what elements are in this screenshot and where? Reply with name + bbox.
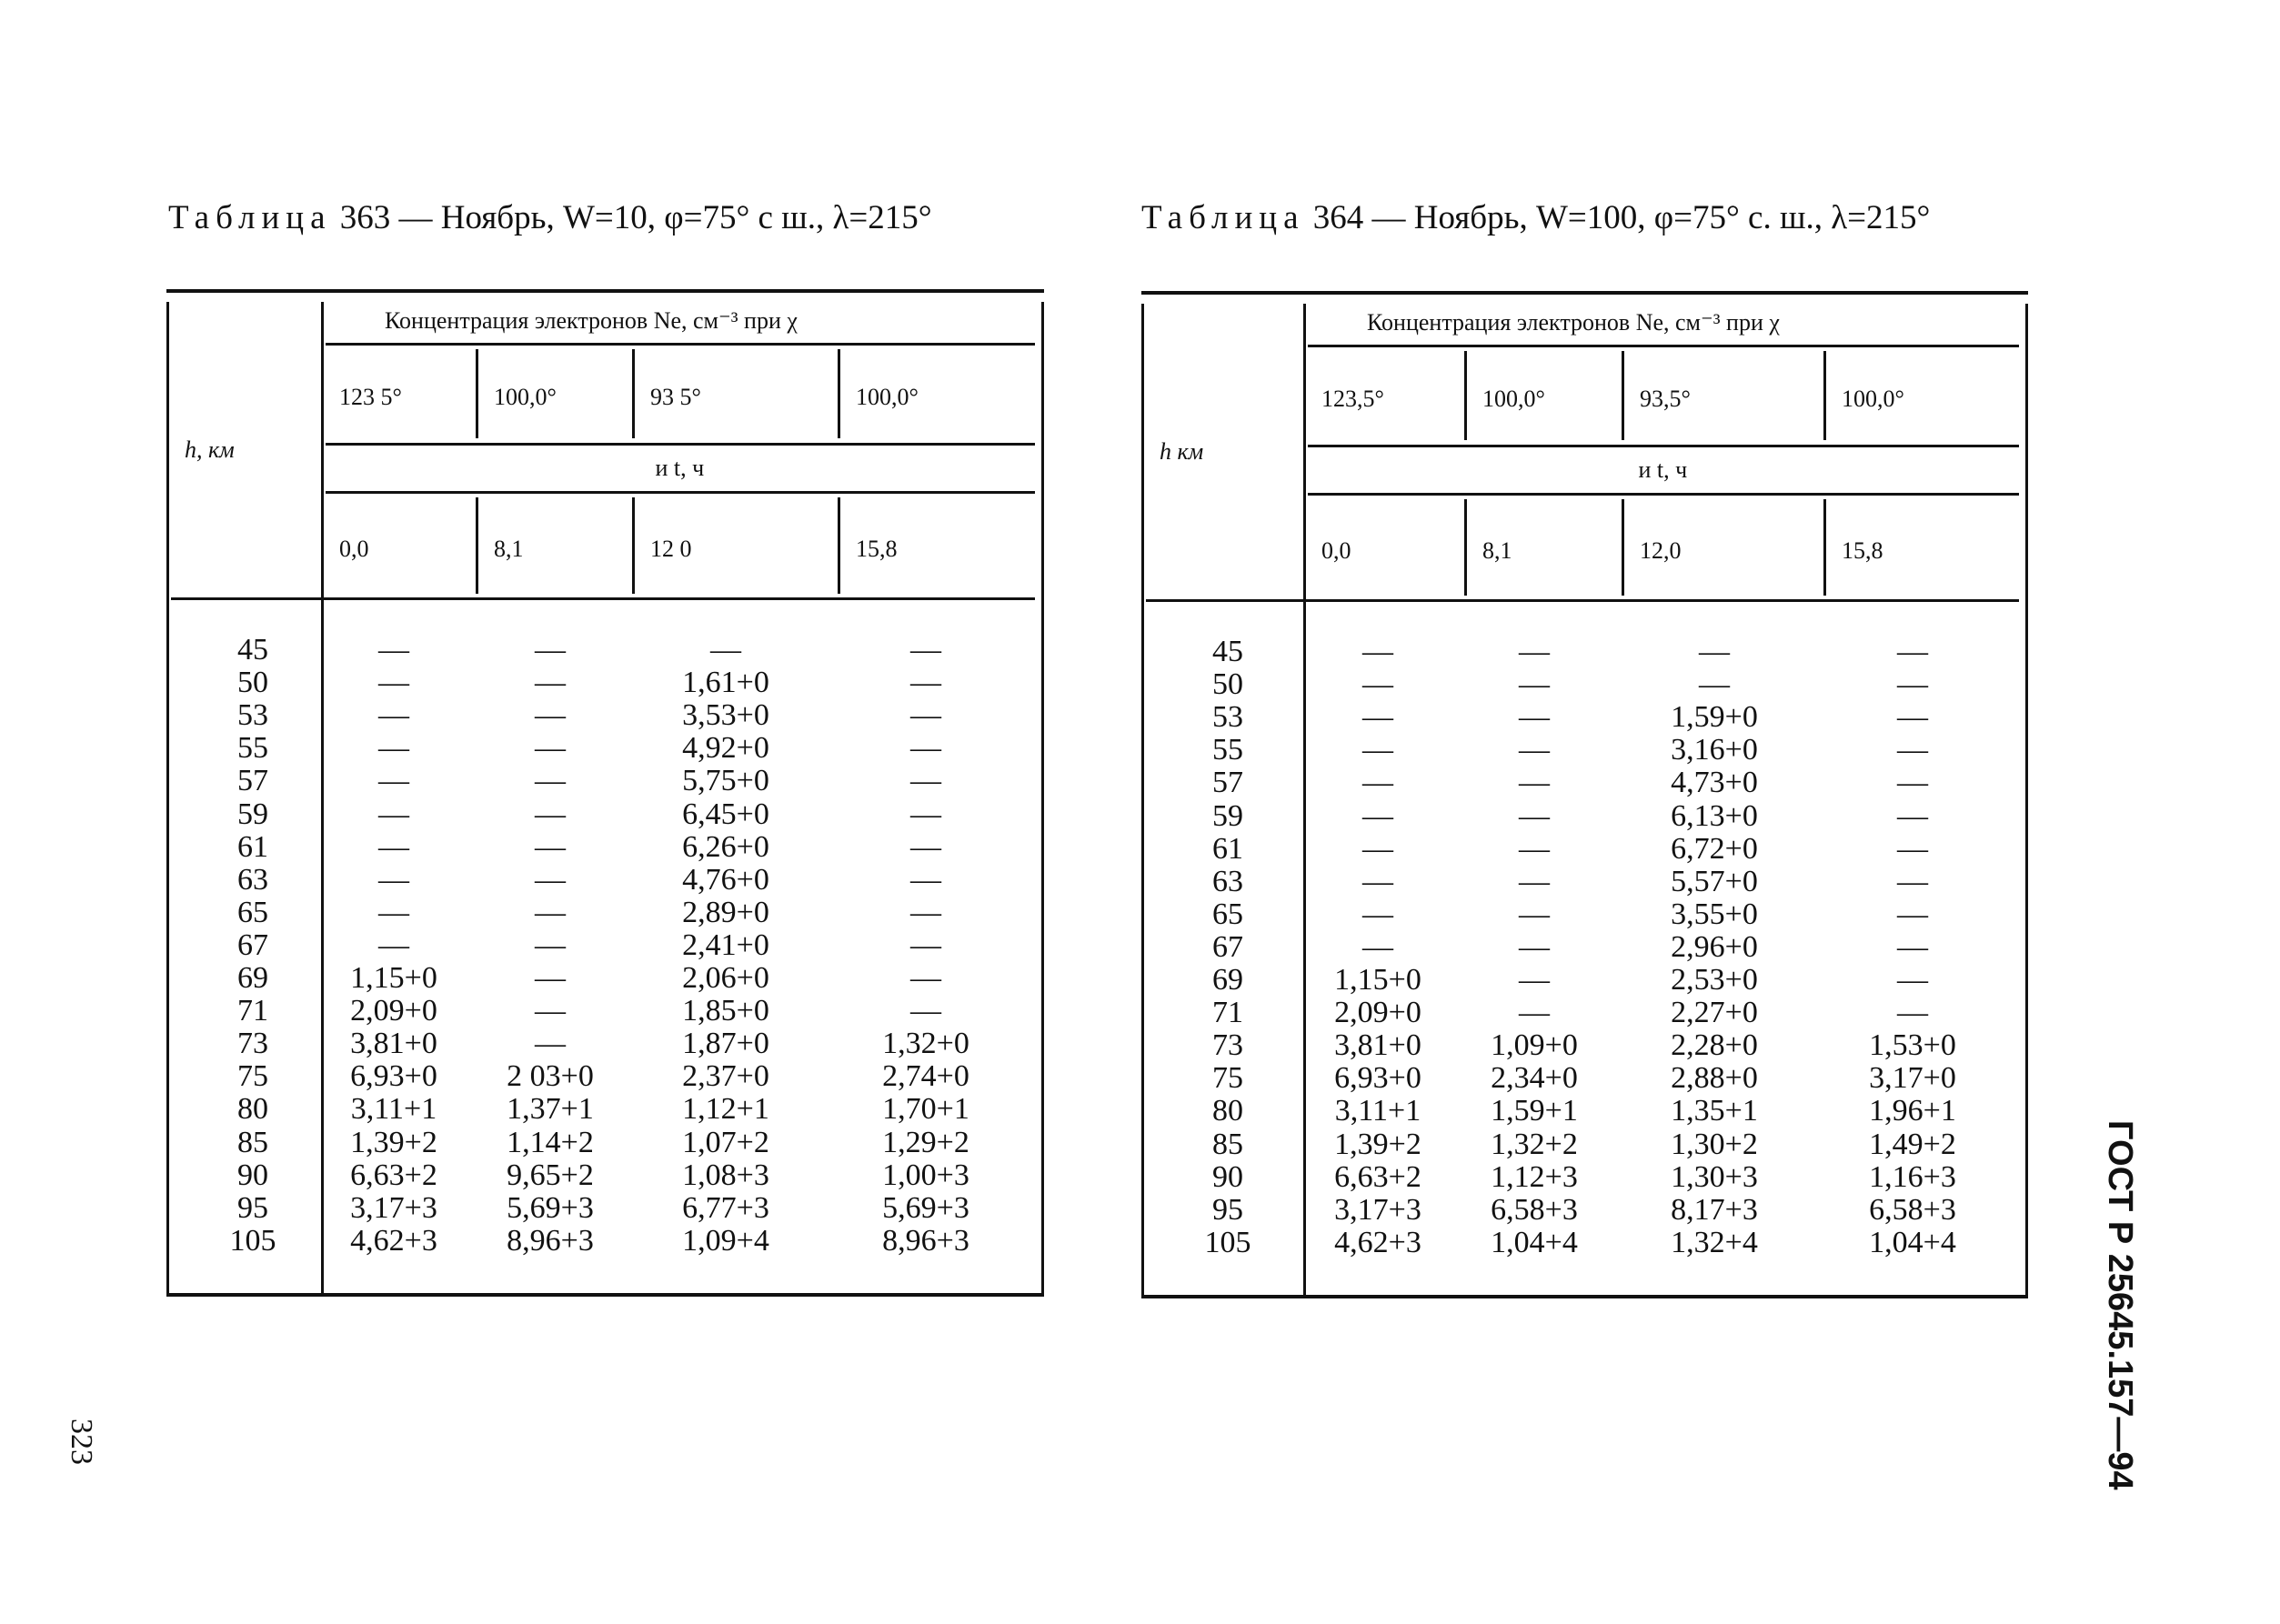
table-cell: —	[910, 994, 941, 1028]
column-divider	[1464, 499, 1467, 596]
table-cell: 1,32+4	[1671, 1225, 1758, 1259]
table-cell: 1,39+2	[350, 1125, 437, 1159]
table-cell: —	[1897, 667, 1928, 702]
table-cell: —	[1362, 864, 1393, 898]
table-cell: —	[1897, 700, 1928, 735]
table-cell: —	[1519, 635, 1550, 668]
column-divider	[632, 497, 635, 594]
table-cell: 1,85+0	[682, 994, 769, 1028]
height-value: 85	[1212, 1127, 1243, 1161]
header-bottom-rule	[1146, 599, 2019, 602]
table-cell: 1,09+4	[682, 1223, 769, 1258]
chi-value: 100,0°	[1842, 386, 1904, 412]
table-cell: —	[1699, 635, 1730, 668]
height-value: 73	[237, 1027, 268, 1061]
table-cell: 3,17+3	[1334, 1192, 1421, 1227]
column-divider	[632, 349, 635, 438]
table-cell: —	[910, 633, 941, 667]
height-value: 55	[1212, 733, 1243, 767]
table-cell: 1,49+2	[1869, 1127, 1956, 1161]
table-363	[166, 289, 1044, 1297]
chi-value: 100,0°	[494, 384, 557, 410]
table-cell: —	[710, 633, 741, 667]
height-value: 45	[1212, 635, 1243, 668]
t-value: 0,0	[339, 536, 369, 562]
table-cell: 8,96+3	[507, 1223, 594, 1258]
height-value: 90	[237, 1158, 268, 1192]
t-value: 8,1	[494, 536, 524, 562]
table-cell: —	[378, 731, 409, 766]
table-cell: —	[1362, 766, 1393, 800]
table-cell: —	[535, 797, 566, 831]
table-cell: —	[910, 698, 941, 733]
column-divider	[838, 349, 840, 438]
table-cell: —	[1897, 766, 1928, 800]
height-value: 73	[1212, 1028, 1243, 1063]
height-value: 53	[237, 698, 268, 733]
table-cell: —	[378, 666, 409, 700]
table-cell: —	[535, 862, 566, 897]
table-cell: —	[1362, 667, 1393, 702]
table-cell: —	[1897, 996, 1928, 1030]
height-value: 67	[237, 927, 268, 962]
table-cell: —	[1519, 996, 1550, 1030]
table-cell: 6,26+0	[682, 829, 769, 864]
height-value: 71	[237, 994, 268, 1028]
table-cell: 5,57+0	[1671, 864, 1758, 898]
table-cell: —	[535, 927, 566, 962]
table-cell: —	[1897, 798, 1928, 833]
table-cell: —	[1897, 733, 1928, 767]
table-cell: —	[910, 961, 941, 995]
table-cell: —	[1519, 766, 1550, 800]
height-value: 75	[1212, 1061, 1243, 1096]
table-cell: 1,15+0	[1334, 963, 1421, 997]
table-cell: 1,08+3	[682, 1158, 769, 1192]
table-cell: 1,04+4	[1869, 1225, 1956, 1259]
t-value: 12,0	[1640, 537, 1682, 564]
table-cell: 3,17+3	[350, 1190, 437, 1225]
table-cell: 2,34+0	[1491, 1061, 1578, 1096]
table-cell: 4,92+0	[682, 731, 769, 766]
height-value: 75	[237, 1059, 268, 1094]
table-cell: —	[1699, 667, 1730, 702]
table-cell: 1,30+2	[1671, 1127, 1758, 1161]
header-bottom-rule	[171, 597, 1035, 600]
table-cell: 6,13+0	[1671, 798, 1758, 833]
table-cell: —	[378, 895, 409, 929]
table-cell: 5,75+0	[682, 764, 769, 798]
table-cell: 6,45+0	[682, 797, 769, 831]
table-cell: 1,32+2	[1491, 1127, 1578, 1161]
table-cell: —	[910, 731, 941, 766]
table-cell: 6,93+0	[1334, 1061, 1421, 1096]
table-cell: 1,39+2	[1334, 1127, 1421, 1161]
table-cell: 2,74+0	[882, 1059, 969, 1094]
table-cell: —	[378, 829, 409, 864]
table-cell: 3,16+0	[1671, 733, 1758, 767]
column-divider	[1622, 499, 1624, 596]
table-cell: 8,17+3	[1671, 1192, 1758, 1227]
column-divider	[1823, 351, 1826, 440]
table-cell: 1,53+0	[1869, 1028, 1956, 1063]
table-cell: 3,81+0	[350, 1027, 437, 1061]
height-value: 59	[237, 797, 268, 831]
table-cell: —	[535, 994, 566, 1028]
height-value: 45	[237, 633, 268, 667]
table-cell: 2,06+0	[682, 961, 769, 995]
table-cell: 2,37+0	[682, 1059, 769, 1094]
table-cell: —	[1519, 733, 1550, 767]
height-value: 69	[237, 961, 268, 995]
table-cell: —	[535, 829, 566, 864]
header-concentration: Концентрация электронов Ne, см⁻³ при χ	[385, 307, 798, 334]
table-cell: —	[1362, 798, 1393, 833]
table-cell: 3,11+1	[350, 1092, 437, 1127]
table-cell: 3,53+0	[682, 698, 769, 733]
table-cell: 9,65+2	[507, 1158, 594, 1192]
height-value: 57	[237, 764, 268, 798]
height-value: 80	[237, 1092, 268, 1127]
t-value: 8,1	[1482, 537, 1512, 564]
table-cell: 1,15+0	[350, 961, 437, 995]
table-border-right	[1041, 302, 1044, 1293]
header-rule	[1308, 445, 2019, 447]
table-cell: —	[910, 895, 941, 929]
table-cell: 3,17+0	[1869, 1061, 1956, 1096]
t-value: 15,8	[856, 536, 898, 562]
table-border-left	[1141, 304, 1144, 1295]
table-cell: 1,37+1	[507, 1092, 594, 1127]
table-cell: —	[910, 764, 941, 798]
row-header-height: h, км	[185, 436, 235, 463]
table-cell: —	[535, 764, 566, 798]
table-cell: 2,09+0	[350, 994, 437, 1028]
table-cell: —	[1362, 929, 1393, 964]
table-cell: 1,87+0	[682, 1027, 769, 1061]
table-cell: —	[378, 927, 409, 962]
table-cell: —	[1362, 635, 1393, 668]
table-cell: 4,76+0	[682, 862, 769, 897]
table-363-caption	[168, 198, 1041, 237]
table-cell: —	[910, 829, 941, 864]
header-rule	[326, 491, 1035, 494]
table-cell: 2,09+0	[1334, 996, 1421, 1030]
header-rule	[326, 443, 1035, 446]
table-cell: —	[1897, 635, 1928, 668]
table-cell: 1,12+3	[1491, 1159, 1578, 1194]
table-cell: —	[1519, 798, 1550, 833]
chi-value: 93 5°	[650, 384, 701, 410]
height-value: 55	[237, 731, 268, 766]
height-value: 61	[1212, 831, 1243, 866]
table-cell: —	[1362, 733, 1393, 767]
table-cell: —	[910, 927, 941, 962]
caption-text: 363 — Ноябрь, W=10, φ=75° с ш., λ=215°	[331, 199, 932, 236]
chi-value: 100,0°	[856, 384, 919, 410]
table-cell: 2 03+0	[507, 1059, 594, 1094]
table-cell: 6,93+0	[350, 1059, 437, 1094]
table-cell: 3,11+1	[1334, 1094, 1421, 1128]
height-value: 67	[1212, 929, 1243, 964]
table-cell: 1,14+2	[507, 1125, 594, 1159]
height-value: 63	[237, 862, 268, 897]
table-cell: 4,73+0	[1671, 766, 1758, 800]
chi-value: 123 5°	[339, 384, 402, 410]
height-value: 61	[237, 829, 268, 864]
header-rule	[1308, 493, 2019, 496]
table-cell: 1,35+1	[1671, 1094, 1758, 1128]
table-cell: —	[378, 797, 409, 831]
header-concentration: Концентрация электронов Ne, см⁻³ при χ	[1367, 309, 1780, 336]
header-rule	[1308, 345, 2019, 347]
table-cell: 1,59+1	[1491, 1094, 1578, 1128]
table-cell: —	[378, 764, 409, 798]
height-value: 57	[1212, 766, 1243, 800]
height-value: 63	[1212, 864, 1243, 898]
table-cell: 1,59+0	[1671, 700, 1758, 735]
table-cell: 1,29+2	[882, 1125, 969, 1159]
table-cell: 6,63+2	[350, 1158, 437, 1192]
height-value: 90	[1212, 1159, 1243, 1194]
table-364-caption	[1141, 198, 2033, 237]
table-cell: 2,27+0	[1671, 996, 1758, 1030]
table-cell: —	[1519, 667, 1550, 702]
height-value: 85	[237, 1125, 268, 1159]
table-cell: 6,58+3	[1869, 1192, 1956, 1227]
table-cell: 6,58+3	[1491, 1192, 1578, 1227]
chi-value: 123,5°	[1321, 386, 1384, 412]
height-value: 95	[237, 1190, 268, 1225]
header-time: и t, ч	[1638, 456, 1688, 483]
table-cell: 1,09+0	[1491, 1028, 1578, 1063]
table-cell: —	[1897, 864, 1928, 898]
table-cell: —	[535, 895, 566, 929]
chi-value: 100,0°	[1482, 386, 1545, 412]
t-value: 12 0	[650, 536, 692, 562]
caption-lead: Таблица	[1141, 199, 1305, 236]
table-cell: —	[1519, 700, 1550, 735]
column-divider	[476, 497, 478, 594]
column-divider	[1823, 499, 1826, 596]
table-cell: 1,30+3	[1671, 1159, 1758, 1194]
table-cell: —	[1362, 897, 1393, 931]
table-cell: 2,41+0	[682, 927, 769, 962]
height-value: 65	[237, 895, 268, 929]
height-value: 95	[1212, 1192, 1243, 1227]
table-cell: 1,16+3	[1869, 1159, 1956, 1194]
height-value: 53	[1212, 700, 1243, 735]
table-cell: —	[1897, 929, 1928, 964]
table-cell: —	[1519, 897, 1550, 931]
height-value: 50	[1212, 667, 1243, 702]
table-cell: 1,70+1	[882, 1092, 969, 1127]
chi-value: 93,5°	[1640, 386, 1691, 412]
table-border-left	[166, 302, 169, 1293]
caption-lead: Таблица	[168, 199, 332, 236]
table-cell: —	[1519, 831, 1550, 866]
table-cell: 4,62+3	[350, 1223, 437, 1258]
table-cell: —	[1519, 929, 1550, 964]
table-cell: 6,63+2	[1334, 1159, 1421, 1194]
table-cell: —	[910, 666, 941, 700]
table-cell: 2,89+0	[682, 895, 769, 929]
table-cell: —	[535, 731, 566, 766]
table-cell: 4,62+3	[1334, 1225, 1421, 1259]
table-cell: 8,96+3	[882, 1223, 969, 1258]
height-value: 80	[1212, 1094, 1243, 1128]
table-cell: —	[1897, 831, 1928, 866]
table-border-right	[2025, 304, 2028, 1295]
column-divider	[476, 349, 478, 438]
column-divider	[1464, 351, 1467, 440]
table-cell: 1,96+1	[1869, 1094, 1956, 1128]
height-value: 50	[237, 666, 268, 700]
table-cell: 6,77+3	[682, 1190, 769, 1225]
table-cell: 1,04+4	[1491, 1225, 1578, 1259]
table-cell: —	[378, 633, 409, 667]
table-cell: —	[535, 961, 566, 995]
caption-text: 364 — Ноябрь, W=100, φ=75° с. ш., λ=215°	[1304, 199, 1931, 236]
height-value: 65	[1212, 897, 1243, 931]
height-value: 59	[1212, 798, 1243, 833]
page-number: 323	[65, 1418, 98, 1465]
header-rule	[326, 343, 1035, 346]
header-time: и t, ч	[655, 455, 705, 481]
table-cell: —	[1897, 963, 1928, 997]
table-cell: —	[1519, 963, 1550, 997]
table-cell: 1,12+1	[682, 1092, 769, 1127]
height-value: 105	[1204, 1225, 1251, 1259]
table-cell: —	[535, 633, 566, 667]
height-value: 69	[1212, 963, 1243, 997]
table-cell: 5,69+3	[507, 1190, 594, 1225]
height-value: 105	[229, 1223, 276, 1258]
table-cell: —	[1362, 831, 1393, 866]
table-cell: 1,00+3	[882, 1158, 969, 1192]
table-cell: 2,96+0	[1671, 929, 1758, 964]
document-code-label: ГОСТ Р 25645.157—94	[2101, 1120, 2139, 1490]
table-cell: 1,61+0	[682, 666, 769, 700]
table-cell: —	[910, 797, 941, 831]
table-cell: 3,55+0	[1671, 897, 1758, 931]
table-cell: 6,72+0	[1671, 831, 1758, 866]
height-value: 71	[1212, 996, 1243, 1030]
table-cell: 2,28+0	[1671, 1028, 1758, 1063]
table-cell: 1,07+2	[682, 1125, 769, 1159]
table-cell: —	[535, 698, 566, 733]
table-cell: —	[535, 666, 566, 700]
table-cell: 2,53+0	[1671, 963, 1758, 997]
table-cell: —	[1897, 897, 1928, 931]
column-divider	[838, 497, 840, 594]
table-cell: —	[378, 698, 409, 733]
column-divider	[1622, 351, 1624, 440]
row-header-height: h км	[1160, 438, 1204, 465]
table-cell: —	[535, 1027, 566, 1061]
t-value: 0,0	[1321, 537, 1351, 564]
table-cell: —	[1362, 700, 1393, 735]
table-cell: —	[1519, 864, 1550, 898]
t-value: 15,8	[1842, 537, 1883, 564]
table-cell: 5,69+3	[882, 1190, 969, 1225]
table-cell: 2,88+0	[1671, 1061, 1758, 1096]
table-cell: —	[910, 862, 941, 897]
table-cell: 3,81+0	[1334, 1028, 1421, 1063]
table-cell: —	[378, 862, 409, 897]
table-cell: 1,32+0	[882, 1027, 969, 1061]
table-364	[1141, 291, 2028, 1298]
